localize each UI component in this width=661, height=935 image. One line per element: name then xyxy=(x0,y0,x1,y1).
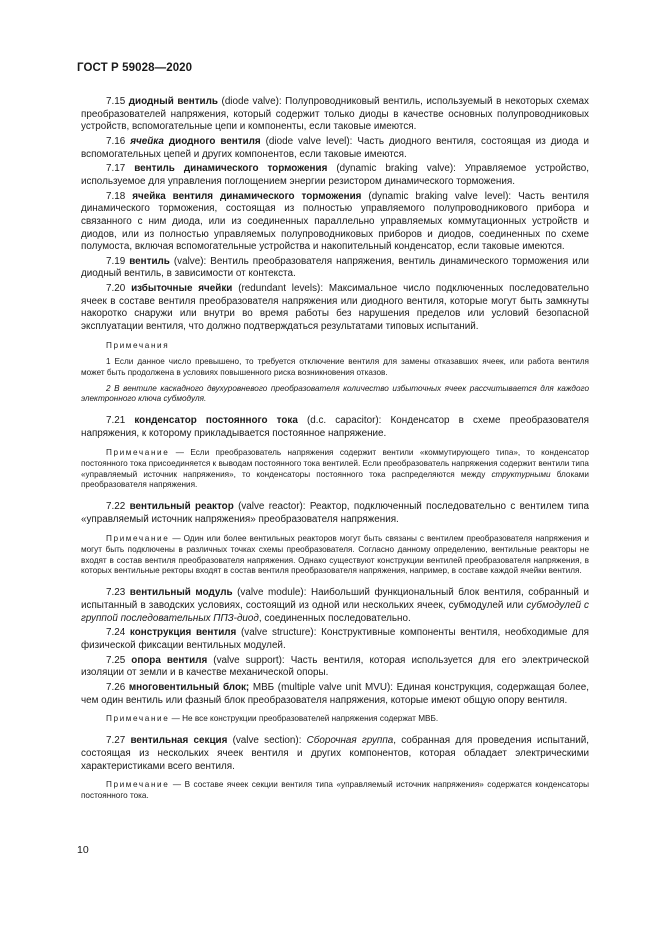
term: избыточные ячейки xyxy=(131,283,233,295)
term: ячейка вентиля динамического торможения xyxy=(132,190,362,202)
document-body xyxy=(81,96,589,804)
entry-7-20: 7.20 избыточные ячейки (redundant levels): Максимальное число подключенных последовательно ячеек в составе вентиля преобразователя напряжения или диодного вентиля, которые могут быть замкнуты накоротко снаружи или внутри во время работы без нарушения пределов или условий безопасной эксплуатации вентиля, что должно подтверждаться результатами типовых испытаний. xyxy=(81,283,589,333)
note-7-26: Примечание — Не все конструкции преобразователей напряжения содержат МВБ. xyxy=(106,714,439,724)
entry-7-19: 7.19 вентиль (valve): Вентиль преобразователя напряжения, вентиль динамического торможения или диодный вентиль, в зависимости от контекста. xyxy=(81,255,589,280)
term: опора вентиля xyxy=(131,654,208,666)
term: многовентильный блок; xyxy=(128,682,250,694)
standard-header: ГОСТ Р 59028—2020 xyxy=(77,62,193,74)
term: вентильный модуль xyxy=(129,587,233,599)
entry-7-22: 7.22 вентильный реактор (valve reactor): Реактор, подключенный последовательно с вентилем типа «управляемый источник напряжения» преобразователя напряжения. xyxy=(81,501,590,525)
page-number: 10 xyxy=(77,844,89,856)
term: конструкция вентиля xyxy=(129,627,237,639)
entry-7-27: 7.27 вентильная секция (valve section): Сборочная группа, собранная для проведения испытаний, состоящая из нескольких ячеек вентиля и других компонентов, которая обладает электрическими характеристиками всего вентиля. xyxy=(81,735,589,772)
note-7-21: Примечание — Если преобразователь напряжения содержит вентили «коммутирующего типа», то конденсатор постоянного тока присоединяется к выводам постоянного тока вентилей. Если преобразователь напряжения содержит вентили типа «управляемый источник напряжения», то конденсаторы постоянного тока распределяются между структурными блоками преобразователя напряжения. xyxy=(81,447,589,490)
note-7-20-2: 2 В вентиле каскадного двухуровневого преобразователя количество избыточных ячеек рассчитывается для каждого электронного ключа субмодуля. xyxy=(81,383,589,404)
term: вентильный реактор xyxy=(129,501,234,513)
term: вентильная секция xyxy=(130,735,228,747)
term: вентиль динамического торможения xyxy=(134,163,328,175)
entry-7-21: 7.21 конденсатор постоянного тока (d.c. capacitor): Конденсатор в схеме преобразователя напряжения, к которому прикладывается постоянное напряжение. xyxy=(81,415,589,439)
term: ячейка диодного вентиля xyxy=(130,135,261,147)
entry-7-25: 7.25 опора вентиля (valve support): Часть вентиля, которая используется для его электрической изоляции от земли и в качестве механической опоры. xyxy=(81,654,589,679)
entry-7-24: 7.24 конструкция вентиля (valve structure): Конструктивные компоненты вентиля, необходимые для физической фиксации вентильных модулей. xyxy=(81,627,590,651)
note-7-27: Примечание — В составе ячеек секции вентиля типа «управляемый источник напряжения» содержатся конденсаторы постоянного тока. xyxy=(81,780,589,801)
entry-7-23: 7.23 вентильный модуль (valve module): Наибольший функциональный блок вентиля, собранный и испытанный в заводских условиях, состоящий из одной или нескольких ячеек, субмодулей или субмодулей с группой последовательных ППЗ-диод, соединенных последовательно. xyxy=(81,587,589,624)
entry-7-15: 7.15 диодный вентиль (diode valve): Полупроводниковый вентиль, используемый в некоторых схемах преобразователей напряжения, который содержит только диоды в качестве основных полупроводниковых устройств, вспомогательные цепи и компоненты, если таковые имеются. xyxy=(81,96,589,133)
term: конденсатор постоянного тока xyxy=(134,415,298,427)
note-7-20-1: 1 Если данное число превышено, то требуется отключение вентиля для замены отказавших ячеек, или работа вентиля может быть продолжена в условиях повышенного риска возникновения отказов. xyxy=(81,356,589,377)
entry-7-16: 7.16 ячейка диодного вентиля (diode valve level): Часть диодного вентиля, состоящая из диода и вспомогательных цепей и других компонентов, если таковые имеются. xyxy=(81,135,589,160)
entry-7-18: 7.18 ячейка вентиля динамического торможения (dynamic braking valve level): Часть вентиля динамического торможения, состоящая из полностью управляемого полупроводникового прибора и связанного с ним диода, или из соединенных параллельно управляемых коммутационных устройств и диодов, или из полностью управляемых полупроводниковых приборов и диодов, соединенных по схеме полумоста, включая вспомогательные устройства и накопительный конденсатор, если таковые имеются. xyxy=(81,190,589,253)
entry-7-26: 7.26 многовентильный блок; МВБ (multiple valve unit MVU): Единая конструкция, содержащая более, чем один вентиль или фазный блок преобразователя напряжения, которые имеют общую опору вентиля. xyxy=(81,682,590,706)
term: вентиль xyxy=(129,255,170,267)
note-7-22: Примечание — Один или более вентильных реакторов могут быть связаны с вентилем преобразователя напряжения и могут быть подключены в различных точках схемы преобразователя. Согласно данному определению, вентильные реакторы не входят в состав вентиля преобразователя напряжения. Однако существуют конструкции вентилей преобразователя напряжения, в которых вентильные ректоры входят в состав вентиля преобразователя напряжения, например, в составе каждой ячейки вентиля. xyxy=(81,533,589,576)
notes-label: Примечания xyxy=(106,340,170,350)
term: диодный вентиль xyxy=(128,96,218,107)
entry-7-17: 7.17 вентиль динамического торможения (dynamic braking valve): Управляемое устройство, используемое для управления поглощением энергии резистором динамического торможения. xyxy=(81,163,589,187)
